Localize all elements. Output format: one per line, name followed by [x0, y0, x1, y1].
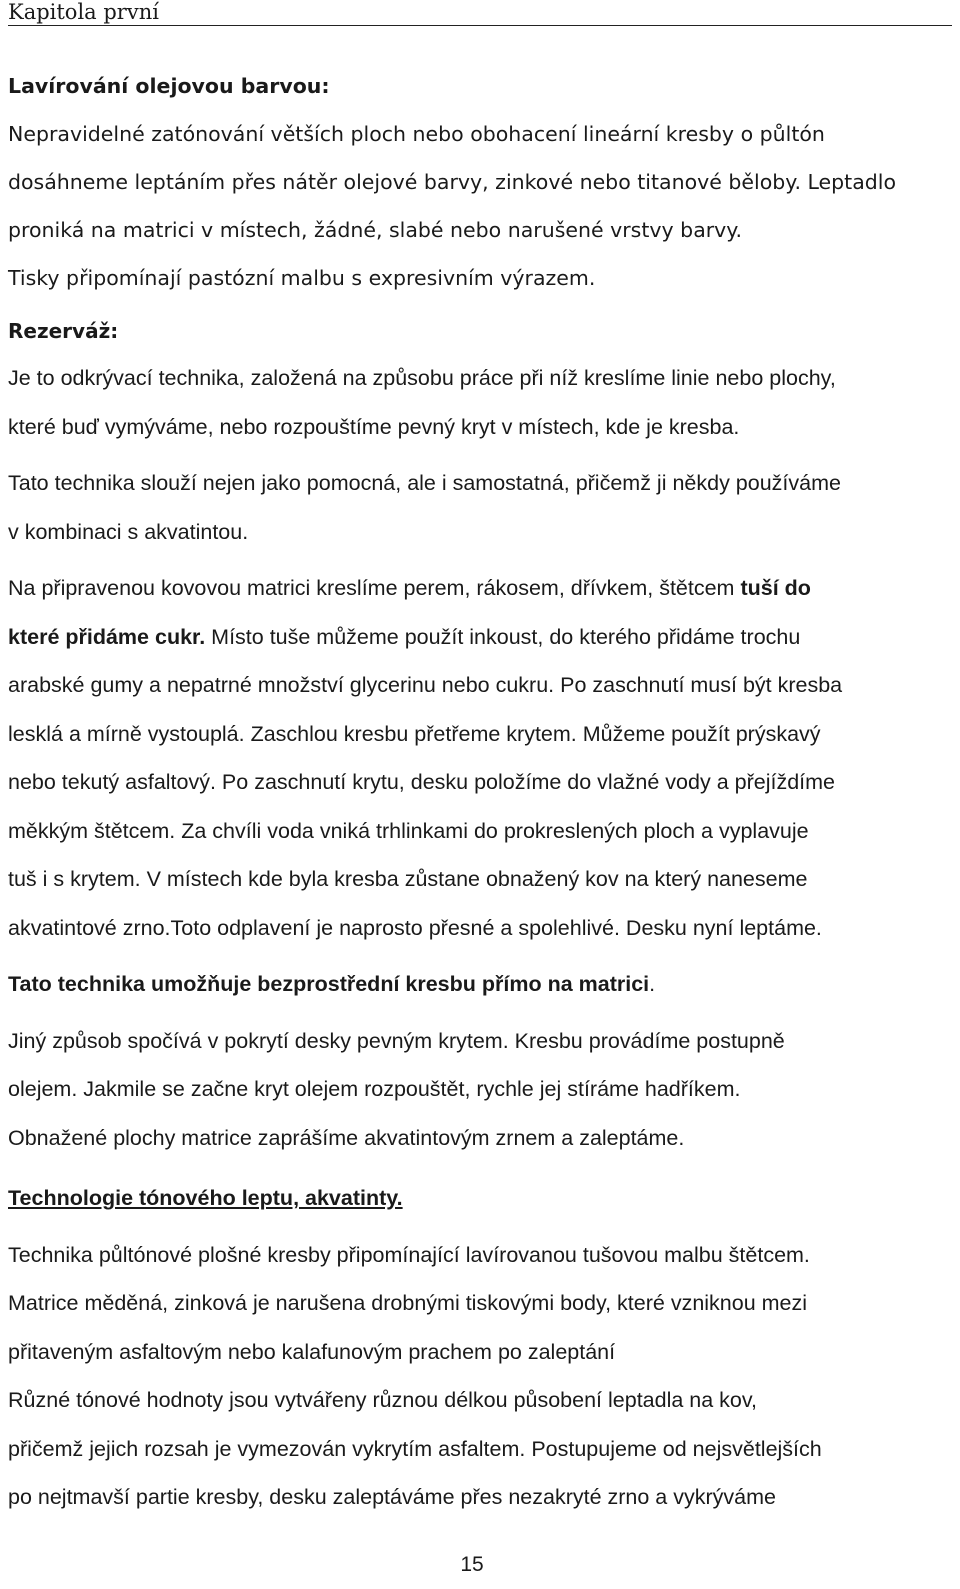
section-heading: Rezerváž:: [8, 319, 119, 343]
underlined-heading: Technologie tónového leptu, akvatinty.: [8, 1186, 403, 1210]
text-line: [8, 613, 952, 662]
text-line: Jiný způsob spočívá v pokrytí desky pevným krytem. Kresbu provádíme postupně: [8, 1028, 785, 1053]
text-line: [8, 564, 952, 613]
text-run: Místo tuše můžeme použít inkoust, do kterého přidáme trochu: [205, 624, 801, 649]
section-rezervaz-body: [8, 354, 952, 1522]
text-line: lesklá a mírně vystouplá. Zaschlou kresbu přetřeme krytem. Můžeme použít prýskavý: [8, 721, 821, 746]
text-line: Nepravidelné zatónování větších ploch nebo obohacení lineární kresby o půltón: [8, 122, 825, 146]
section-heading: Lavírování olejovou barvou:: [8, 74, 330, 98]
text-line: přitaveným asfaltovým nebo kalafunovým prachem po zaleptání: [8, 1339, 616, 1364]
text-line: dosáhneme leptáním přes nátěr olejové barvy, zinkové nebo titanové běloby. Leptadlo: [8, 170, 897, 194]
bold-run: které přidáme cukr.: [8, 624, 206, 649]
text-line: olejem. Jakmile se začne kryt olejem rozpouštět, rychle jej stíráme hadříkem.: [8, 1077, 741, 1101]
bold-run: tuší do: [740, 576, 811, 600]
text-line: Tisky připomínají pastózní malbu s expresivním výrazem.: [8, 266, 596, 290]
chapter-header: Kapitola první: [8, 0, 952, 26]
text-line: arabské gumy a nepatrné množství glycerinu nebo cukru. Po zaschnutí musí být kresba: [8, 673, 843, 697]
section-lavirovani: [8, 62, 952, 302]
text-line: tuš i s krytem. V místech kde byla kresba zůstane obnažený kov na který naneseme: [8, 867, 808, 891]
text-line: po nejtmavší partie kresby, desku zaleptáváme přes nezakryté zrno a vykrýváme: [8, 1485, 776, 1509]
text-run: .: [649, 972, 656, 996]
text-line: které buď vymýváme, nebo rozpouštíme pevný kryt v místech, kde je kresba.: [8, 414, 740, 439]
text-line: Technika půltónové plošné kresby připomínající lavírovanou tušovou malbu štětcem.: [8, 1242, 810, 1267]
text-line: Různé tónové hodnoty jsou vytvářeny různou délkou působení leptadla na kov,: [8, 1388, 758, 1412]
text-run: Na připravenou kovovou matrici kreslíme perem, rákosem, dřívkem, štětcem: [8, 576, 741, 600]
text-line: akvatintové zrno.Toto odplavení je naprosto přesné a spolehlivé. Desku nyní leptáme.: [8, 915, 822, 940]
section-heading-akvatinta: [8, 1174, 952, 1223]
text-line: Je to odkrývací technika, založená na způsobu práce při níž kreslíme linie nebo plochy,: [8, 366, 836, 390]
bold-run: Tato technika umožňuje bezprostřední kresbu přímo na matrici: [8, 972, 650, 996]
text-line: v kombinaci s akvatintou.: [8, 519, 249, 544]
text-line: Obnažené plochy matrice zaprášíme akvatintovým zrnem a zaleptáme.: [8, 1125, 685, 1150]
text-line: přičemž jejich rozsah je vymezován vykrytím asfaltem. Postupujeme od nejsvětlejších: [8, 1436, 822, 1461]
section-rezervaz-heading: [8, 307, 952, 355]
emphasis-line: [8, 960, 952, 1009]
page-number: 15: [460, 1553, 484, 1576]
text-line: Tato technika slouží nejen jako pomocná, ale i samostatná, přičemž ji někdy používáme: [8, 471, 841, 495]
text-line: měkkým štětcem. Za chvíli voda vniká trhlinkami do prokreslených ploch a vyplavuje: [8, 818, 809, 843]
text-line: proniká na matrici v místech, žádné, slabé nebo narušené vrstvy barvy.: [8, 218, 743, 242]
text-line: nebo tekutý asfaltový. Po zaschnutí krytu, desku položíme do vlažné vody a přejíždíme: [8, 770, 835, 794]
text-line: Matrice měděná, zinková je narušena drobnými tiskovými body, které vzniknou mezi: [8, 1291, 808, 1315]
